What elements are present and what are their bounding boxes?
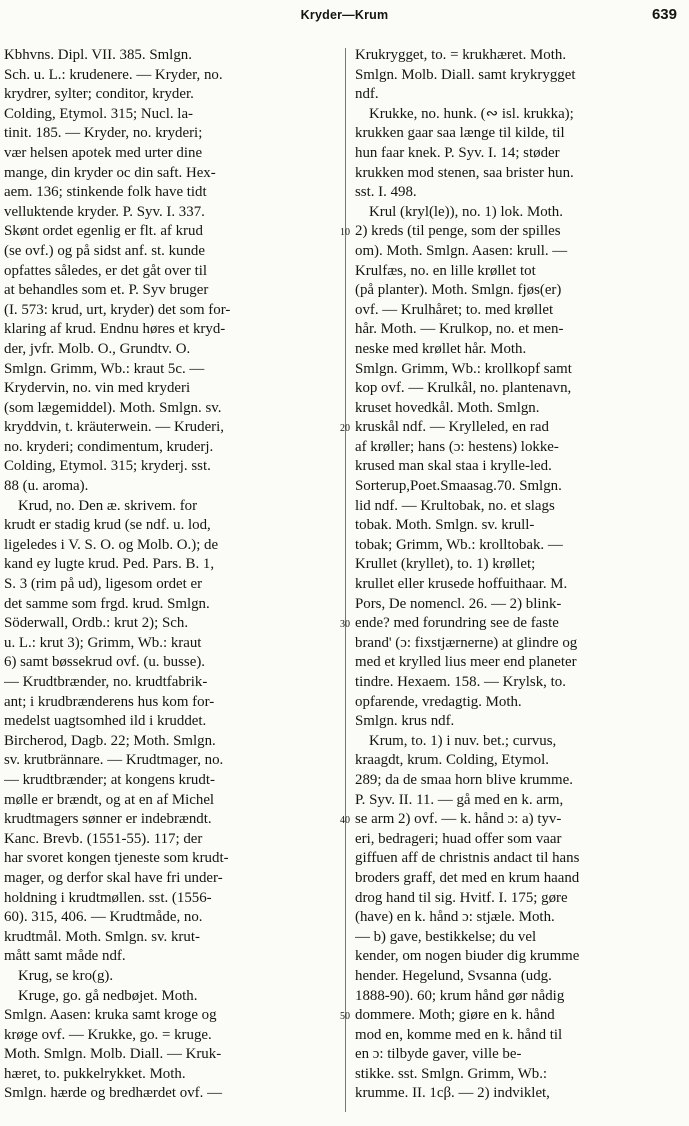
text-line: Smlgn. Grimm, Wb.: kraut 5c. —	[4, 360, 205, 377]
text-line: krukken mod stenen, saa brister hun.	[355, 164, 574, 181]
text-line: krøge ovf. — Krukke, go. = kruge.	[4, 1026, 212, 1043]
text-line: — krudtbrænder; at kongens krudt-	[4, 771, 215, 788]
text-line: klaring af krud. Endnu høres et kryd-	[4, 321, 226, 338]
text-line: kand ey lugte krud. Ped. Pars. B. 1,	[4, 556, 215, 573]
text-line: medelst uagtsomhed ild i kruddet.	[4, 713, 207, 730]
text-line: dommere. Moth; giøre en k. hånd	[355, 1007, 555, 1024]
text-line: en ɔ: tilbyde gaver, ville be-	[355, 1046, 522, 1063]
running-header: Kryder—Krum	[300, 8, 389, 22]
text-line: Kanc. Brevb. (1551-55). 117; der	[4, 830, 203, 847]
text-line: ant; i krudbrænderens hus kom for-	[4, 693, 215, 710]
text-line: Krukrygget, to. = krukhæret. Moth.	[355, 47, 567, 63]
text-line: Smlgn. Molb. Diall. samt krykrygget	[355, 66, 576, 83]
text-line: Kruge, go. gå nedbøjet. Moth.	[18, 987, 198, 1004]
text-line: 289; da de smaa horn blive krumme.	[355, 771, 573, 788]
text-line: lid ndf. — Krultobak, no. et slags	[355, 497, 555, 514]
text-line: krydrer, sylter; conditor, kryder.	[4, 86, 194, 103]
text-line: Krud, no. Den æ. skrivem. for	[18, 497, 198, 514]
text-line: 88 (u. aroma).	[4, 478, 89, 495]
text-line: brand' (ɔ: fixstjærnerne) at glindre og	[355, 634, 578, 651]
text-line: Smlgn. krus ndf.	[355, 713, 455, 730]
text-line: der, jvfr. Molb. O., Grundtv. O.	[4, 340, 191, 357]
text-line: krudtmål. Moth. Smlgn. sv. krut-	[4, 928, 200, 945]
text-line: vær helsen apotek med urter dine	[4, 144, 203, 161]
text-line: kryddvin, t. kräuterwein. — Kruderi,	[4, 419, 224, 436]
text-line: eri, bedrageri; huad offer som vaar	[355, 830, 562, 847]
text-line: hun faar knek. P. Syv. I. 14; støder	[355, 144, 560, 161]
text-line: tinit. 185. — Kryder, no. kryderi;	[4, 125, 203, 142]
text-line: velluktende kryder. P. Syv. I. 337.	[4, 203, 205, 220]
text-line: neske med krøllet hår. Moth.	[355, 340, 527, 357]
text-line: med et krylled lius meer end planeter	[355, 654, 577, 671]
text-line: 2) kreds (til penge, som der spilles	[355, 223, 561, 240]
text-line: hender. Hegelund, Svsanna (udg.	[355, 967, 552, 984]
text-line: Söderwall, Ordb.: krut 2); Sch.	[4, 615, 189, 632]
text-line: (på planter). Moth. Smlgn. fjøs(er)	[355, 282, 562, 299]
text-line: u. L.: krut 3); Grimm, Wb.: kraut	[4, 634, 202, 651]
text-line: tobak; Grimm, Wb.: krolltobak. —	[355, 536, 563, 553]
text-line: Sorterup,Poet.Smaasag.70. Smlgn.	[355, 478, 562, 495]
text-line: Krul (kryl(le)), no. 1) lok. Moth.	[369, 203, 563, 220]
text-line: Colding, Etymol. 315; Nucl. la-	[4, 105, 194, 122]
text-line: krukken gaar saa længe til kilde, til	[355, 125, 565, 142]
text-line: — b) gave, bestikkelse; du vel	[355, 928, 537, 945]
text-line: krudtmagers sønner er indebrændt.	[4, 811, 212, 828]
text-line: sv. krutbrännare. — Krudtmager, no.	[4, 752, 224, 769]
column-divider	[345, 48, 346, 1112]
line-marker: 50	[340, 1011, 350, 1023]
text-line: Krydervin, no. vin med kryderi	[4, 380, 191, 397]
line-marker: 40	[340, 815, 350, 827]
text-line: mager, og derfor skal have fri under-	[4, 869, 223, 886]
text-line: kraagdt, krum. Colding, Etymol.	[355, 752, 549, 769]
right-column	[355, 46, 685, 1104]
text-line: giffuen aff de christnis andact til hans	[355, 850, 580, 867]
text-line: Krullet (kryllet), to. 1) krøllet;	[355, 556, 536, 573]
text-line: Bircherod, Dagb. 22; Moth. Smlgn.	[4, 732, 216, 749]
line-marker: 30	[340, 619, 350, 631]
text-line: ndf.	[355, 86, 379, 103]
text-line: ende? med forundring see de faste	[355, 615, 559, 632]
text-line: no. kryderi; condimentum, kruderj.	[4, 438, 214, 455]
text-line: kender, om nogen biuder dig krumme	[355, 948, 580, 965]
text-line: (I. 573: krud, urt, kryder) det som for-	[4, 301, 231, 318]
page-number: 639	[651, 6, 677, 23]
text-line: opfattes således, er det gåt over til	[4, 262, 208, 279]
text-line: ovf. — Krulhåret; to. med krøllet	[355, 301, 554, 318]
text-line: P. Syv. II. 11. — gå med en k. arm,	[355, 791, 564, 808]
text-line: stikke. sst. Smlgn. Grimm, Wb.:	[355, 1065, 548, 1082]
text-line: 60). 315, 406. — Krudtmåde, no.	[4, 909, 203, 926]
text-line: krumme. II. 1cβ. — 2) indviklet,	[355, 1085, 550, 1102]
text-line: (se ovf.) og på sidst anf. st. kunde	[4, 242, 205, 259]
text-line: Skønt ordet egenlig er flt. af krud	[4, 223, 203, 240]
line-marker: 10	[340, 227, 350, 239]
text-line: tindre. Hexaem. 158. — Krylsk, to.	[355, 674, 566, 690]
text-line: se arm 2) ovf. — k. hånd ɔ: a) tyv-	[355, 811, 562, 828]
text-line: sst. I. 498.	[355, 184, 417, 201]
text-line: kruskål ndf. — Krylleled, en rad	[355, 419, 549, 436]
text-line: hår. Moth. — Krulkop, no. et men-	[355, 321, 564, 338]
text-line: holdning i krudtmøllen. sst. (1556-	[4, 889, 212, 906]
text-line: det samme som frgd. krud. Smlgn.	[4, 595, 210, 612]
text-line: krullet eller krusede hoffuithaar. M.	[355, 576, 568, 593]
text-line: tobak. Moth. Smlgn. sv. krull-	[355, 517, 535, 534]
text-line: — Krudtbrænder, no. krudtfabrik-	[4, 674, 208, 690]
text-line: Smlgn. Grimm, Wb.: krollkopf samt	[355, 360, 572, 377]
text-line: opfarende, vredagtig. Moth.	[355, 693, 522, 710]
text-line: Krulfæs, no. en lille krøllet tot	[355, 262, 536, 279]
text-line: Smlgn. hærde og bredhærdet ovf. —	[4, 1085, 222, 1102]
left-column	[4, 46, 334, 1104]
text-line: kop ovf. — Krulkål, no. plantenavn,	[355, 380, 572, 397]
text-line: Pors, De nomencl. 26. — 2) blink-	[355, 595, 562, 612]
text-line: (som lægemiddel). Moth. Smlgn. sv.	[4, 399, 222, 416]
text-line: Krug, se kro(g).	[18, 967, 114, 984]
text-line: Sch. u. L.: krudenere. — Kryder, no.	[4, 66, 223, 83]
text-line: (have) en k. hånd ɔ: stjæle. Moth.	[355, 909, 555, 926]
text-line: om). Moth. Smlgn. Aasen: krull. —	[355, 242, 568, 259]
text-line: mått samt måde ndf.	[4, 948, 126, 965]
text-line: Krukke, no. hunk. (∾ isl. krukka);	[369, 105, 574, 122]
text-line: mange, din kryder oc din saft. Hex-	[4, 164, 216, 181]
text-line: Krum, to. 1) i nuv. bet.; curvus,	[369, 732, 557, 749]
text-line: Moth. Smlgn. Molb. Diall. — Kruk-	[4, 1046, 222, 1063]
text-line: 6) samt bøssekrud ovf. (u. busse).	[4, 654, 205, 671]
text-line: Kbhvns. Dipl. VII. 385. Smlgn.	[4, 47, 192, 63]
text-line: 1888-90). 60; krum hånd gør nådig	[355, 987, 565, 1004]
line-marker: 20	[340, 423, 350, 435]
text-line: kruset hovedkål. Moth. Smlgn.	[355, 399, 540, 416]
text-line: krused man skal staa i krylle-led.	[355, 458, 552, 475]
text-line: S. 3 (rim på ud), ligesom ordet er	[4, 576, 203, 593]
text-line: Colding, Etymol. 315; kryderj. sst.	[4, 458, 211, 475]
text-line: mølle er brændt, og at en af Michel	[4, 791, 215, 808]
text-line: hæret, to. pukkelrykket. Moth.	[4, 1065, 186, 1082]
text-line: at behandles som et. P. Syv bruger	[4, 282, 209, 299]
text-line: drog hand til sig. Hvitf. I. 175; gøre	[355, 889, 568, 906]
text-line: broders graff, det med en krum haand	[355, 869, 580, 886]
text-line: har svoret kongen tjeneste som krudt-	[4, 850, 229, 867]
text-line: mod en, komme med en k. hånd til	[355, 1026, 563, 1043]
text-line: aem. 136; stinkende folk have tidt	[4, 184, 207, 201]
text-line: krudt er stadig krud (se ndf. u. lod,	[4, 517, 211, 534]
text-line: af krøller; hans (ɔ: hestens) lokke-	[355, 438, 559, 455]
text-line: ligeledes i V. S. O. og Molb. O.); de	[4, 536, 219, 553]
text-line: Smlgn. Aasen: kruka samt kroge og	[4, 1007, 217, 1024]
